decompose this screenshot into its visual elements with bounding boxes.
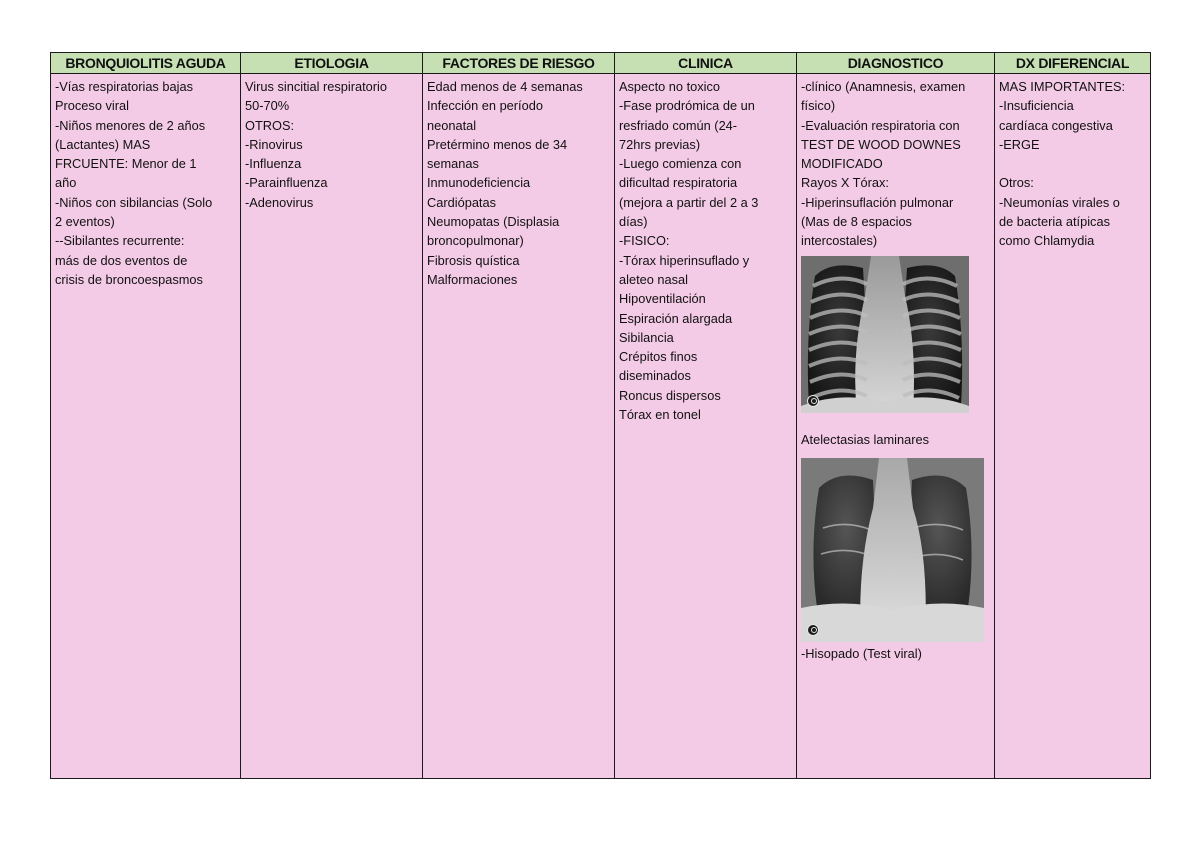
text-line: dificultad respiratoria xyxy=(619,175,738,191)
cell-factores-riesgo xyxy=(423,74,615,779)
text-line: Roncus dispersos xyxy=(619,387,721,403)
text-line: -Tórax hiperinsuflado y xyxy=(619,252,750,268)
text-line: -Luego comienza con xyxy=(619,156,742,172)
text-line: (Mas de 8 espacios xyxy=(801,214,912,230)
text-line: Edad menos de 4 semanas xyxy=(427,79,583,94)
content-row xyxy=(51,74,1151,779)
text-line: -Hisopado (Test viral) xyxy=(801,645,922,661)
text-line: Espiración alargada xyxy=(619,310,733,326)
text-line: -clínico (Anamnesis, examen xyxy=(801,79,966,94)
text-line: -Evaluación respiratoria con xyxy=(801,117,960,133)
text-line: diseminados xyxy=(619,368,691,384)
text-line: Pretérmino menos de 34 xyxy=(427,136,568,152)
text-line: días) xyxy=(619,214,648,230)
text-line: Otros: xyxy=(999,175,1034,191)
cell-etiologia xyxy=(241,74,423,779)
text-line: MODIFICADO xyxy=(801,156,883,172)
text-line: 2 eventos) xyxy=(55,214,115,230)
header-dx-diferencial: DX DIFERENCIAL xyxy=(995,53,1151,74)
text-line: (Lactantes) MAS xyxy=(55,136,151,152)
text-line: Sibilancia xyxy=(619,329,674,345)
text-line: OTROS: xyxy=(245,117,295,133)
text-line: año xyxy=(55,175,77,191)
text-line: MAS IMPORTANTES: xyxy=(999,79,1126,94)
text-line: resfriado común (24- xyxy=(619,117,738,133)
text-line: Cardiópatas xyxy=(427,194,497,210)
header-etiologia: ETIOLOGIA xyxy=(241,53,423,74)
text-line: Crépitos finos xyxy=(619,349,698,365)
text-line: -Niños menores de 2 años xyxy=(55,117,206,133)
text-line: 50-70% xyxy=(245,98,290,114)
text-line: broncopulmonar) xyxy=(427,233,524,249)
cell-bronquiolitis xyxy=(51,74,241,779)
text-line: -Parainfluenza xyxy=(245,175,328,191)
text-line: Inmunodeficiencia xyxy=(427,175,531,191)
text-line: FRCUENTE: Menor de 1 xyxy=(55,156,197,172)
xray-image-hyperinflation xyxy=(801,256,969,413)
header-row xyxy=(51,53,1151,74)
text-line: 72hrs previas) xyxy=(619,136,701,152)
text-line: de bacteria atípicas xyxy=(999,214,1110,230)
text-line: Virus sincitial respiratorio xyxy=(245,79,388,94)
text-line: neonatal xyxy=(427,117,477,133)
header-factores-riesgo: FACTORES DE RIESGO xyxy=(423,53,615,74)
text-line: -Rinovirus xyxy=(245,136,303,152)
text-line: Malformaciones xyxy=(427,271,518,287)
text-line: más de dos eventos de xyxy=(55,252,188,268)
cell-clinica xyxy=(615,74,797,779)
text-line: -Niños con sibilancias (Solo xyxy=(55,194,213,210)
text-line: físico) xyxy=(801,98,836,114)
header-bronquiolitis: BRONQUIOLITIS AGUDA xyxy=(51,53,241,74)
text-line: Aspecto no toxico xyxy=(619,79,721,94)
text-line: -Hiperinsuflación pulmonar xyxy=(801,194,954,210)
text-line: aleteo nasal xyxy=(619,271,689,287)
summary-table xyxy=(50,52,1151,779)
text-line: cardíaca congestiva xyxy=(999,117,1113,133)
text-line: (mejora a partir del 2 a 3 xyxy=(619,194,759,210)
text-line: -Influenza xyxy=(245,156,302,172)
text-line: TEST DE WOOD DOWNES xyxy=(801,136,961,152)
text-line: -ERGE xyxy=(999,136,1040,152)
text-line: intercostales) xyxy=(801,233,878,249)
cell-diagnostico xyxy=(797,74,995,779)
text-line: Hipoventilación xyxy=(619,291,706,307)
xray-image-atelectasis xyxy=(801,458,984,642)
xray2-caption: Atelectasias laminares xyxy=(801,431,930,447)
xray-hyperinflation-graphic xyxy=(801,256,969,413)
header-clinica: CLINICA xyxy=(615,53,797,74)
text-line: Neumopatas (Displasia xyxy=(427,214,560,230)
text-line: -Adenovirus xyxy=(245,194,314,210)
text-line: -Vías respiratorias bajas xyxy=(55,79,193,94)
text-line: -Fase prodrómica de un xyxy=(619,98,755,114)
text-line xyxy=(999,154,1146,173)
header-diagnostico: DIAGNOSTICO xyxy=(797,53,995,74)
xray-atelectasis-graphic xyxy=(801,458,984,642)
text-line: -FISICO: xyxy=(619,233,670,249)
lens-icon[interactable] xyxy=(807,624,819,636)
text-line: -Neumonías virales o xyxy=(999,194,1120,210)
lens-icon[interactable] xyxy=(807,395,819,407)
text-line: como Chlamydia xyxy=(999,233,1095,249)
text-line: Proceso viral xyxy=(55,98,129,114)
cell-dx-diferencial xyxy=(995,74,1151,779)
text-line: semanas xyxy=(427,156,479,172)
text-line: Rayos X Tórax: xyxy=(801,175,889,191)
text-line: -Insuficiencia xyxy=(999,98,1074,114)
text-line: Fibrosis quística xyxy=(427,252,520,268)
text-line: crisis de broncoespasmos xyxy=(55,271,203,287)
text-line: Tórax en tonel xyxy=(619,407,701,423)
text-line: --Sibilantes recurrente: xyxy=(55,233,185,249)
text-line: Infección en período xyxy=(427,98,543,114)
